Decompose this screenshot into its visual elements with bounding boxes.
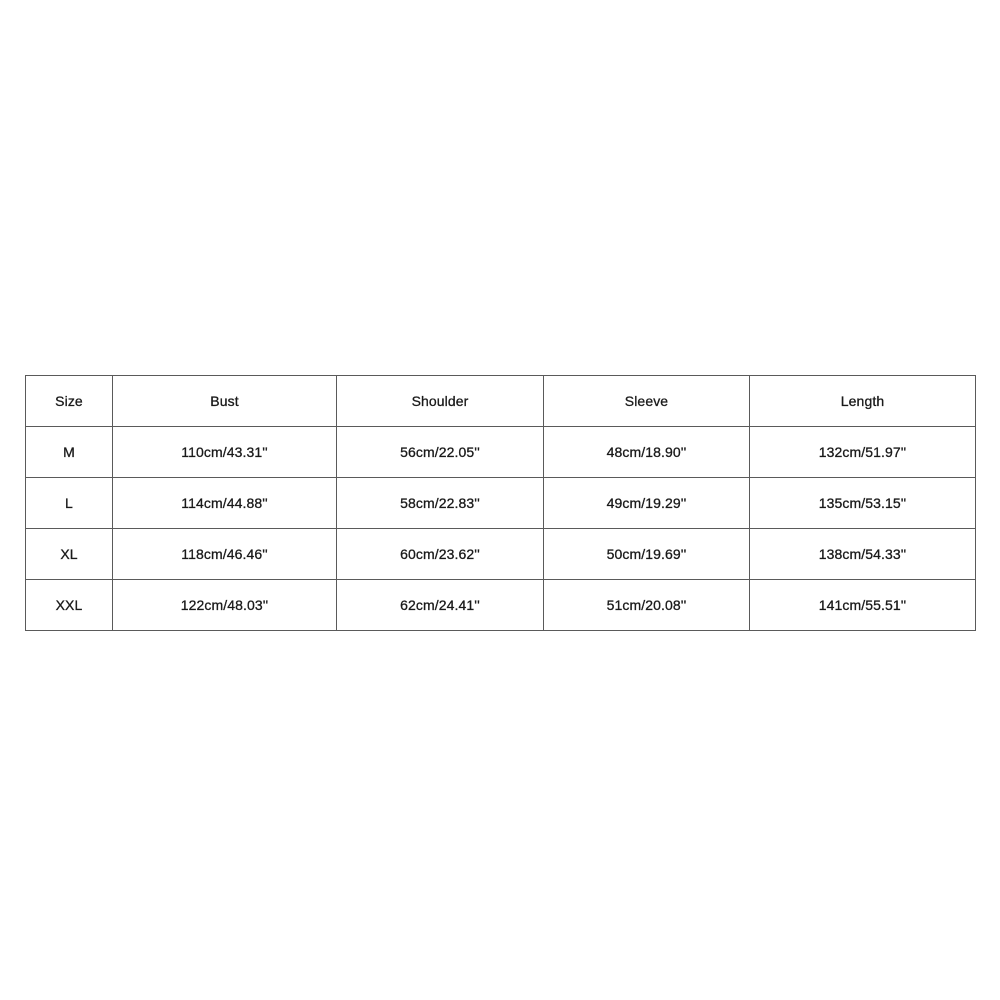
cell-sleeve: 50cm/19.69'' bbox=[544, 529, 750, 580]
header-sleeve: Sleeve bbox=[544, 376, 750, 427]
header-row bbox=[26, 376, 976, 427]
cell-length: 138cm/54.33'' bbox=[750, 529, 976, 580]
cell-length: 141cm/55.51'' bbox=[750, 580, 976, 631]
cell-bust: 110cm/43.31'' bbox=[113, 427, 337, 478]
cell-size: XXL bbox=[26, 580, 113, 631]
cell-sleeve: 49cm/19.29'' bbox=[544, 478, 750, 529]
table-row bbox=[26, 529, 976, 580]
cell-length: 135cm/53.15'' bbox=[750, 478, 976, 529]
header-length: Length bbox=[750, 376, 976, 427]
cell-size: XL bbox=[26, 529, 113, 580]
cell-bust: 118cm/46.46'' bbox=[113, 529, 337, 580]
table-row bbox=[26, 478, 976, 529]
cell-length: 132cm/51.97'' bbox=[750, 427, 976, 478]
size-chart-table bbox=[25, 375, 976, 631]
cell-bust: 122cm/48.03'' bbox=[113, 580, 337, 631]
header-shoulder: Shoulder bbox=[337, 376, 544, 427]
cell-bust: 114cm/44.88'' bbox=[113, 478, 337, 529]
header-bust: Bust bbox=[113, 376, 337, 427]
cell-shoulder: 58cm/22.83'' bbox=[337, 478, 544, 529]
cell-size: M bbox=[26, 427, 113, 478]
cell-size: L bbox=[26, 478, 113, 529]
cell-sleeve: 51cm/20.08'' bbox=[544, 580, 750, 631]
cell-shoulder: 56cm/22.05'' bbox=[337, 427, 544, 478]
cell-shoulder: 62cm/24.41'' bbox=[337, 580, 544, 631]
header-size: Size bbox=[26, 376, 113, 427]
table-row bbox=[26, 580, 976, 631]
table-row bbox=[26, 427, 976, 478]
cell-sleeve: 48cm/18.90'' bbox=[544, 427, 750, 478]
cell-shoulder: 60cm/23.62'' bbox=[337, 529, 544, 580]
